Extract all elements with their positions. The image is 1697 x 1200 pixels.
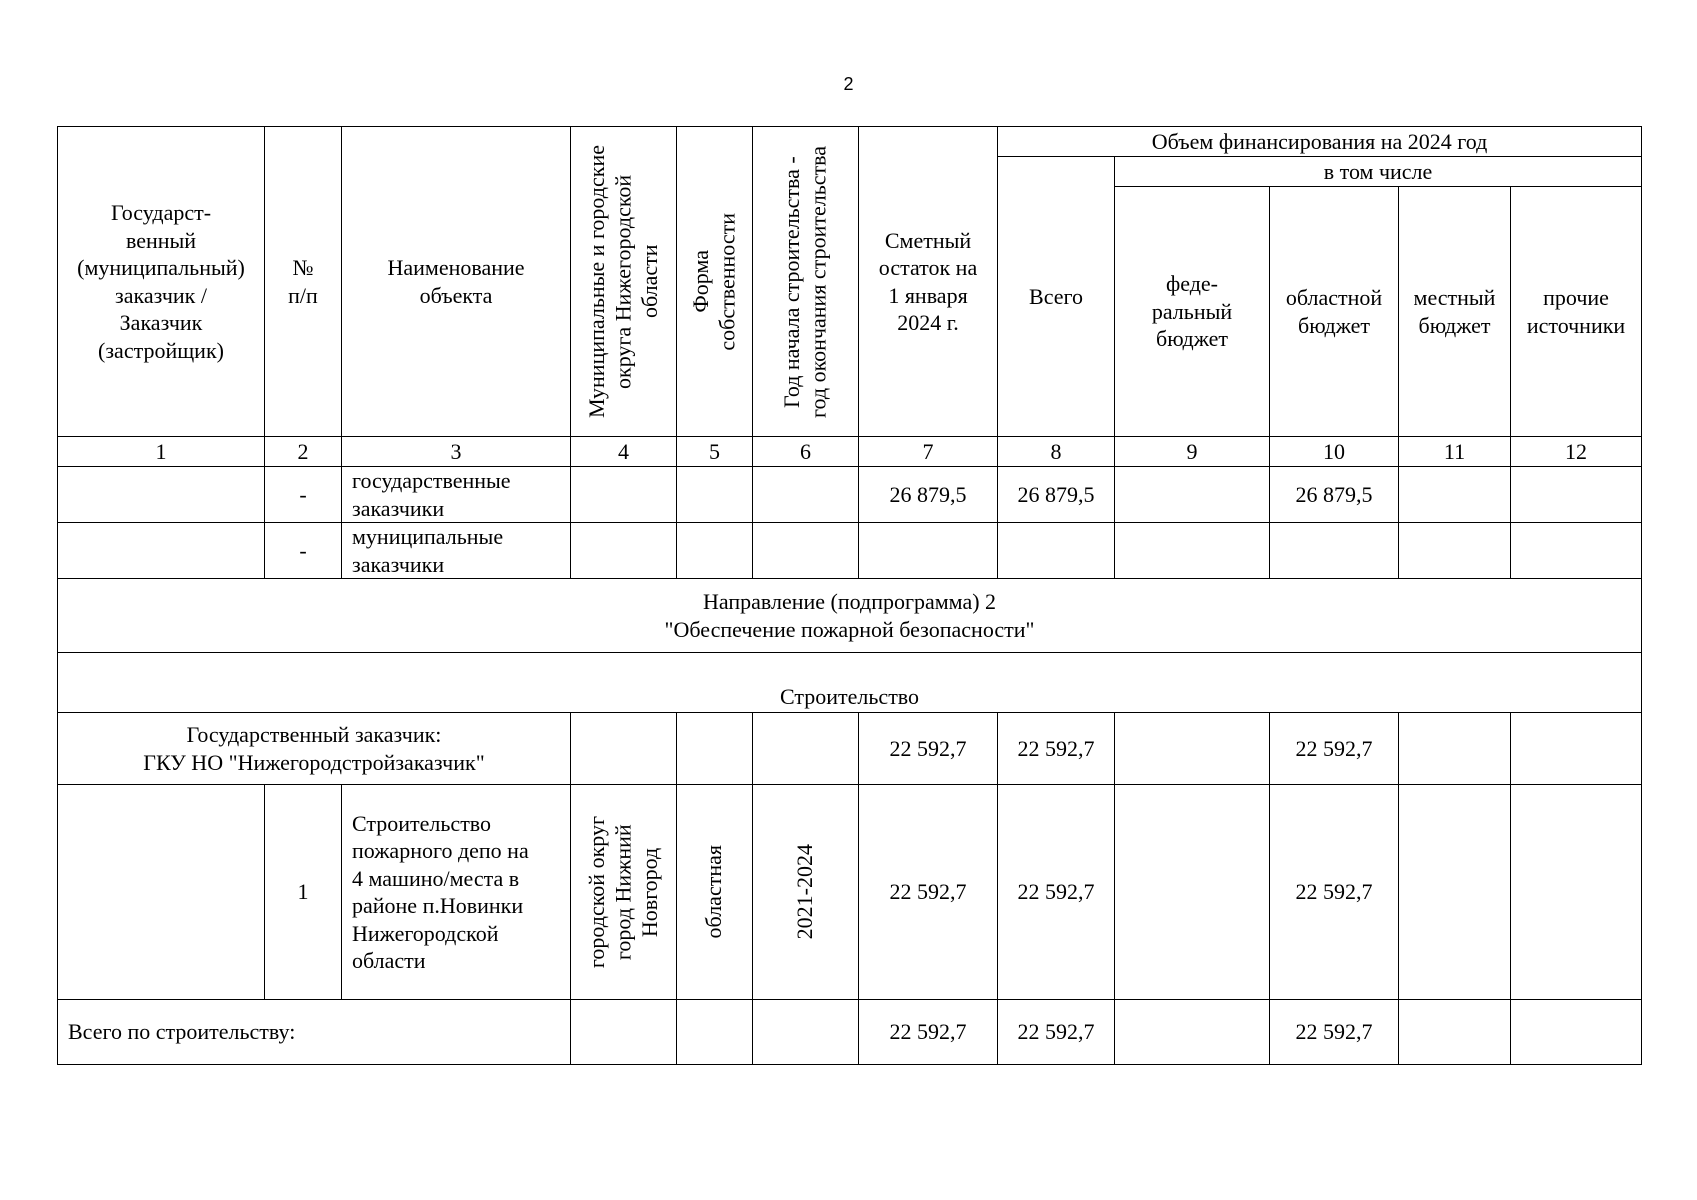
empty-cell bbox=[1115, 785, 1270, 1000]
header-ownership: Форма собственности bbox=[677, 127, 753, 437]
header-row-1 bbox=[58, 127, 1642, 157]
empty-cell bbox=[1115, 713, 1270, 785]
object-name: Строительство пожарного депо на 4 машино/места в районе п.Новинки Нижегородской области bbox=[342, 785, 571, 1000]
empty-cell bbox=[1511, 713, 1642, 785]
total-value: 22 592,7 bbox=[998, 1000, 1115, 1065]
object-number: 1 bbox=[265, 785, 342, 1000]
row-dash: - bbox=[265, 467, 342, 523]
empty-cell bbox=[998, 523, 1115, 579]
summary-label: Всего по строительству: bbox=[58, 1000, 571, 1065]
table-row-section bbox=[58, 579, 1642, 653]
empty-cell bbox=[677, 713, 753, 785]
empty-cell bbox=[859, 523, 998, 579]
empty-cell bbox=[1511, 467, 1642, 523]
row-name: муниципальные заказчики bbox=[342, 523, 571, 579]
table-row-object bbox=[58, 785, 1642, 1000]
empty-cell bbox=[1115, 1000, 1270, 1065]
header-estimate-balance: Сметный остаток на 1 января 2024 г. bbox=[859, 127, 998, 437]
construction-heading: Строительство bbox=[58, 653, 1642, 713]
column-number: 10 bbox=[1270, 437, 1399, 467]
column-numbers-row bbox=[58, 437, 1642, 467]
total-value: 26 879,5 bbox=[998, 467, 1115, 523]
table-row-construction bbox=[58, 653, 1642, 713]
empty-cell bbox=[58, 523, 265, 579]
state-customer-label: Государственный заказчик: ГКУ НО "Нижегородстройзаказчик" bbox=[58, 713, 571, 785]
object-district: городской округ город Нижний Новгород bbox=[571, 785, 677, 1000]
column-number: 11 bbox=[1399, 437, 1511, 467]
header-other-sources: прочие источники bbox=[1511, 187, 1642, 437]
table-row-state-customers bbox=[58, 467, 1642, 523]
empty-cell bbox=[1115, 467, 1270, 523]
object-years: 2021-2024 bbox=[753, 785, 859, 1000]
empty-cell bbox=[677, 467, 753, 523]
row-dash: - bbox=[265, 523, 342, 579]
row-name: государственные заказчики bbox=[342, 467, 571, 523]
empty-cell bbox=[753, 713, 859, 785]
empty-cell bbox=[753, 467, 859, 523]
column-number: 9 bbox=[1115, 437, 1270, 467]
empty-cell bbox=[1115, 523, 1270, 579]
empty-cell bbox=[571, 523, 677, 579]
header-object-name: Наименование объекта bbox=[342, 127, 571, 437]
empty-cell bbox=[571, 467, 677, 523]
column-number: 7 bbox=[859, 437, 998, 467]
empty-cell bbox=[58, 467, 265, 523]
column-number: 3 bbox=[342, 437, 571, 467]
column-number: 2 bbox=[265, 437, 342, 467]
estimate-value: 22 592,7 bbox=[859, 713, 998, 785]
header-including: в том числе bbox=[1115, 157, 1642, 187]
empty-cell bbox=[1399, 785, 1511, 1000]
total-value: 22 592,7 bbox=[998, 785, 1115, 1000]
header-total: Всего bbox=[998, 157, 1115, 437]
empty-cell bbox=[571, 713, 677, 785]
empty-cell bbox=[1399, 1000, 1511, 1065]
regional-budget-value: 22 592,7 bbox=[1270, 785, 1399, 1000]
column-number: 5 bbox=[677, 437, 753, 467]
financing-table bbox=[57, 126, 1642, 1065]
empty-cell bbox=[677, 1000, 753, 1065]
empty-cell bbox=[1399, 523, 1511, 579]
total-value: 22 592,7 bbox=[998, 713, 1115, 785]
regional-budget-value: 26 879,5 bbox=[1270, 467, 1399, 523]
section-heading: Направление (подпрограмма) 2 "Обеспечение пожарной безопасности" bbox=[58, 579, 1642, 653]
column-number: 1 bbox=[58, 437, 265, 467]
empty-cell bbox=[58, 785, 265, 1000]
regional-budget-value: 22 592,7 bbox=[1270, 1000, 1399, 1065]
estimate-value: 22 592,7 bbox=[859, 1000, 998, 1065]
empty-cell bbox=[1511, 785, 1642, 1000]
header-local-budget: местный бюджет bbox=[1399, 187, 1511, 437]
column-number: 8 bbox=[998, 437, 1115, 467]
empty-cell bbox=[753, 523, 859, 579]
empty-cell bbox=[1399, 467, 1511, 523]
table-row-municipal-customers bbox=[58, 523, 1642, 579]
column-number: 4 bbox=[571, 437, 677, 467]
estimate-value: 22 592,7 bbox=[859, 785, 998, 1000]
empty-cell bbox=[571, 1000, 677, 1065]
empty-cell bbox=[1511, 523, 1642, 579]
header-financing-volume: Объем финансирования на 2024 год bbox=[998, 127, 1642, 157]
table-row-summary bbox=[58, 1000, 1642, 1065]
regional-budget-value: 22 592,7 bbox=[1270, 713, 1399, 785]
empty-cell bbox=[1270, 523, 1399, 579]
column-number: 12 bbox=[1511, 437, 1642, 467]
empty-cell bbox=[677, 523, 753, 579]
header-regional-budget: областной бюджет bbox=[1270, 187, 1399, 437]
column-number: 6 bbox=[753, 437, 859, 467]
empty-cell bbox=[1511, 1000, 1642, 1065]
header-item-number: № п/п bbox=[265, 127, 342, 437]
header-years: Год начала строительства - год окончания строительства bbox=[753, 127, 859, 437]
header-federal-budget: феде- ральный бюджет bbox=[1115, 187, 1270, 437]
table-row-state-customer bbox=[58, 713, 1642, 785]
empty-cell bbox=[1399, 713, 1511, 785]
estimate-value: 26 879,5 bbox=[859, 467, 998, 523]
header-district: Муниципальные и городские округа Нижегородской области bbox=[571, 127, 677, 437]
page-number: 2 bbox=[843, 74, 854, 94]
empty-cell bbox=[753, 1000, 859, 1065]
header-customer: Государст- венный (муниципальный) заказчик / Заказчик (застройщик) bbox=[58, 127, 265, 437]
object-ownership: областная bbox=[677, 785, 753, 1000]
